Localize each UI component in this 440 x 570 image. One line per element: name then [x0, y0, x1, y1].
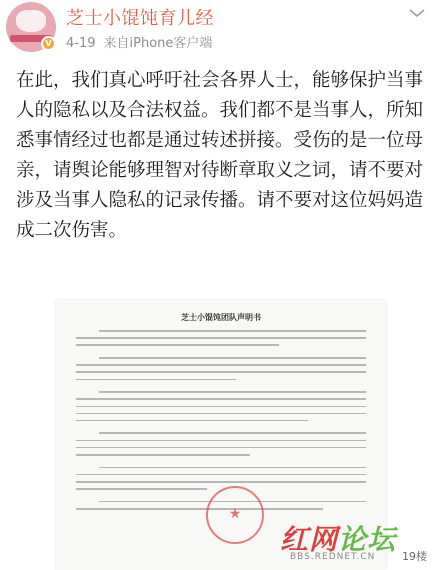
statement-title: 芝士小馄饨团队声明书 [181, 313, 261, 322]
post-source: 来自iPhone客户端 [103, 36, 213, 51]
verified-icon: V [41, 36, 56, 51]
avatar-logo [16, 10, 46, 32]
red-seal [206, 486, 264, 544]
post-date: 4-19 [66, 36, 96, 51]
watermark-green: 论坛 [338, 523, 397, 556]
post-text: 在此，我们真心呼吁社会各界人士，能够保护当事人的隐私以及合法权益。我们都不是当事人，所知悉事情经过也都是通过转述拼接。受伤的是一位母亲，请舆论能够理智对待断章取义之词，请不要对涉及当事人隐私的记录传播。请不要对这位妈妈造成二次伤害。 [16, 70, 424, 241]
star-icon: ★ [228, 506, 242, 522]
watermark-url: BBS.REDNET.CN [290, 552, 376, 562]
statement-body [76, 330, 366, 515]
post-meta [66, 32, 220, 51]
floor-number: 19楼 [402, 550, 427, 563]
post-header [0, 0, 440, 62]
chevron-down-icon[interactable] [406, 8, 428, 22]
account-name[interactable]: 芝士小馄饨育儿经 [66, 8, 214, 29]
watermark-red: 红网 [280, 523, 339, 556]
